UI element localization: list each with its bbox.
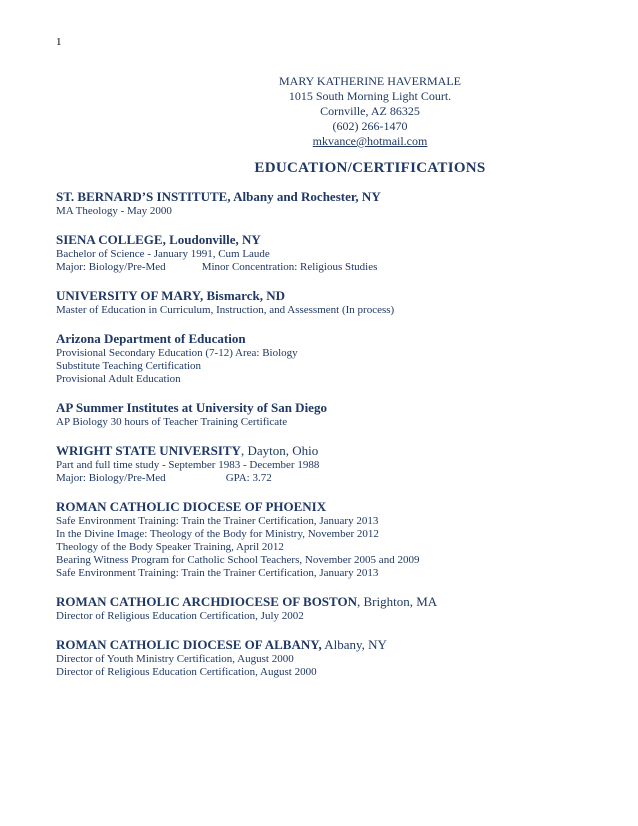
entry-heading: UNIVERSITY OF MARY, Bismarck, ND [56, 288, 285, 303]
entry-line: Provisional Secondary Education (7-12) Area: Biology [56, 347, 298, 359]
heading-rest: , Dayton, Ohio [240, 443, 319, 458]
entry-heading [56, 637, 596, 653]
entry-heading: ST. BERNARD’S INSTITUTE, Albany and Rochester, NY [56, 189, 381, 204]
major-text: Major: Biology/Pre-Med [56, 472, 166, 484]
heading-bold: ROMAN CATHOLIC DIOCESE OF ALBANY, [56, 637, 322, 652]
contact-email-link[interactable]: mkvance@hotmail.com [312, 134, 428, 148]
entry-line: AP Biology 30 hours of Teacher Training Certificate [56, 416, 288, 428]
heading-rest: , Brighton, MA [356, 594, 438, 609]
entry-heading: SIENA COLLEGE, Loudonville, NY [56, 232, 261, 247]
contact-phone: (602) 266-1470 [332, 119, 408, 133]
entry-line: Provisional Adult Education [56, 373, 181, 385]
heading-bold: WRIGHT STATE UNIVERSITY [56, 443, 241, 458]
entry-st-bernards [56, 189, 596, 218]
entry-university-of-mary [56, 288, 596, 317]
contact-city: Cornville, AZ 86325 [320, 104, 420, 118]
entry-line: Director of Youth Ministry Certification, August 2000 [56, 653, 294, 665]
entry-heading: ROMAN CATHOLIC DIOCESE OF PHOENIX [56, 499, 327, 514]
entry-wright-state [56, 443, 596, 485]
entry-heading [56, 594, 596, 610]
entry-line [56, 472, 596, 485]
contact-street: 1015 South Morning Light Court. [288, 89, 452, 103]
entry-heading: Arizona Department of Education [56, 331, 246, 346]
gpa-text: GPA: 3.72 [225, 472, 272, 484]
education-list [56, 189, 596, 693]
page-number: 1 [56, 36, 62, 48]
entry-line: Part and full time study - September 1983 - December 1988 [56, 459, 320, 471]
entry-diocese-albany [56, 637, 596, 679]
minor-text: Minor Concentration: Religious Studies [201, 261, 378, 273]
entry-line: Master of Education in Curriculum, Instruction, and Assessment (In process) [56, 304, 395, 316]
entry-line: Safe Environment Training: Train the Trainer Certification, January 2013 [56, 567, 379, 579]
entry-siena-college [56, 232, 596, 274]
heading-bold: ROMAN CATHOLIC ARCHDIOCESE OF BOSTON [56, 594, 357, 609]
entry-line [56, 261, 596, 274]
entry-heading: AP Summer Institutes at University of San Diego [56, 400, 327, 415]
entry-line: Bearing Witness Program for Catholic School Teachers, November 2005 and 2009 [56, 554, 420, 566]
contact-header [160, 74, 580, 149]
entry-line: MA Theology - May 2000 [56, 205, 172, 217]
entry-heading [56, 443, 596, 459]
entry-line: Substitute Teaching Certification [56, 360, 202, 372]
contact-name: MARY KATHERINE HAVERMALE [278, 74, 461, 88]
entry-line: Bachelor of Science - January 1991, Cum Laude [56, 248, 270, 260]
entry-line: Theology of the Body Speaker Training, April 2012 [56, 541, 284, 553]
entry-line: Director of Religious Education Certification, August 2000 [56, 666, 317, 678]
entry-line: Director of Religious Education Certification, July 2002 [56, 610, 304, 622]
heading-rest: Albany, NY [321, 637, 387, 652]
section-title: EDUCATION/CERTIFICATIONS [254, 160, 486, 176]
entry-line: Safe Environment Training: Train the Trainer Certification, January 2013 [56, 515, 379, 527]
entry-archdiocese-boston [56, 594, 596, 623]
entry-diocese-phoenix [56, 499, 596, 580]
entry-arizona-doe [56, 331, 596, 386]
entry-line: In the Divine Image: Theology of the Body for Ministry, November 2012 [56, 528, 379, 540]
major-text: Major: Biology/Pre-Med [56, 261, 166, 273]
entry-ap-summer-institutes [56, 400, 596, 429]
